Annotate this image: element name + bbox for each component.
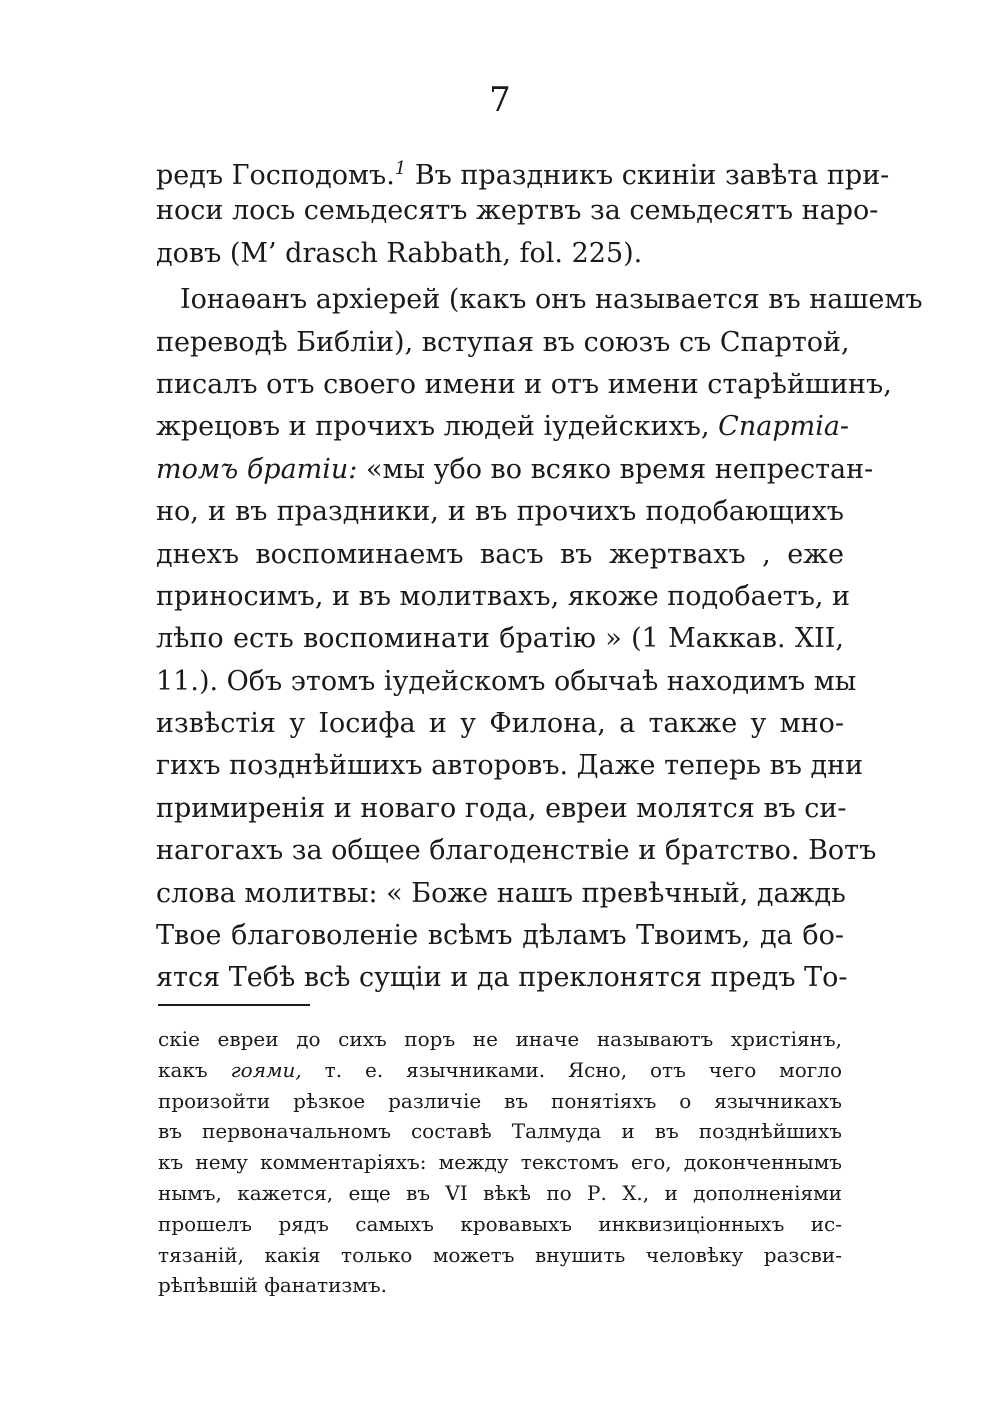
text-line: ятся Тебѣ всѣ сущіи и да преклонятся предъ То- [156,962,848,994]
text-line: но, и въ праздники, и въ прочихъ подобающихъ [156,496,844,528]
text-line: томъ братіи: «мы убо во всяко время непрестан- [156,453,874,485]
italic-phrase: томъ братіи: [156,453,358,485]
footnote-line: нымъ, кажется, еще въ VI вѣкѣ по Р. Х., и дополненіями [158,1180,842,1205]
text-line: переводѣ Библіи), вступая въ союзъ съ Спартой, [156,326,850,358]
footnote-line: скіе евреи до сихъ поръ не иначе называютъ христіянъ, [158,1027,842,1051]
page-number: 7 [489,80,511,120]
text-line: писалъ отъ своего имени и отъ имени старѣйшинъ, [156,368,892,400]
text-line: слова молитвы: « Боже нашъ превѣчный, даждь [156,877,846,909]
text-line: довъ (M’ drasch Rabbath, fol. 225). [156,237,643,269]
footnote-line: рѣпѣвшій фанатизмъ. [158,1273,387,1298]
text-line: гихъ позднѣйшихъ авторовъ. Даже теперь въ дни [156,750,864,782]
text-line: носи лось семьдесятъ жертвъ за семьдесятъ наро- [156,195,879,227]
footnote-marker: 1 [394,158,407,179]
text-line: нагогахъ за общее благоденствіе и братство. Вотъ [156,835,877,867]
text-line: Іонаѳанъ архіерей (какъ онъ называется въ нашемъ [180,284,923,316]
text-line: примиренія и новаго года, евреи молятся въ си- [156,792,847,824]
footnote-line: къ нему комментаріяхъ: между текстомъ его, доконченнымъ [158,1150,842,1175]
text-line: днехъ воспоминаемъ васъ въ жертвахъ , еже [156,538,844,570]
italic-phrase: гоями, [230,1057,302,1082]
text-line: приносимъ, и въ молитвахъ, якоже подобаетъ, и [156,580,851,612]
text-line: извѣстія у Іосифа и у Филона, а также у мно- [156,708,844,740]
italic-phrase: Спартіа- [718,411,850,443]
text-line: 11.). Объ этомъ іудейскомъ обычаѣ находимъ мы [156,665,857,697]
footnote-line: прошелъ рядъ самыхъ кровавыхъ инквизиціонныхъ ис- [158,1211,842,1236]
text-line: лѣпо есть воспоминати братію » (1 Маккав. XII, [156,623,844,655]
footnote-line: произойти рѣзкое различіе въ понятіяхъ о язычникахъ [158,1088,842,1113]
text-line: Твое благоволеніе всѣмъ дѣламъ Твоимъ, да бо- [156,920,844,952]
footnote-divider [158,1004,310,1006]
text-line: жрецовъ и прочихъ людей іудейскихъ, Спартіа- [156,411,850,443]
main-text [156,148,923,1000]
footnote [158,1024,842,1301]
footnote-line: тязаній, какія только можетъ внушить человѣку разсви- [158,1242,842,1267]
text-line: редъ Господомъ.$^1$ Въ праздникъ скиніи завѣта при- [156,158,890,191]
footnote-line: какъ гоями, т. е. язычниками. Ясно, отъ чего могло [158,1057,842,1082]
footnote-line: въ первоначальномъ составѣ Талмуда и въ позднѣйшихъ [158,1119,842,1144]
